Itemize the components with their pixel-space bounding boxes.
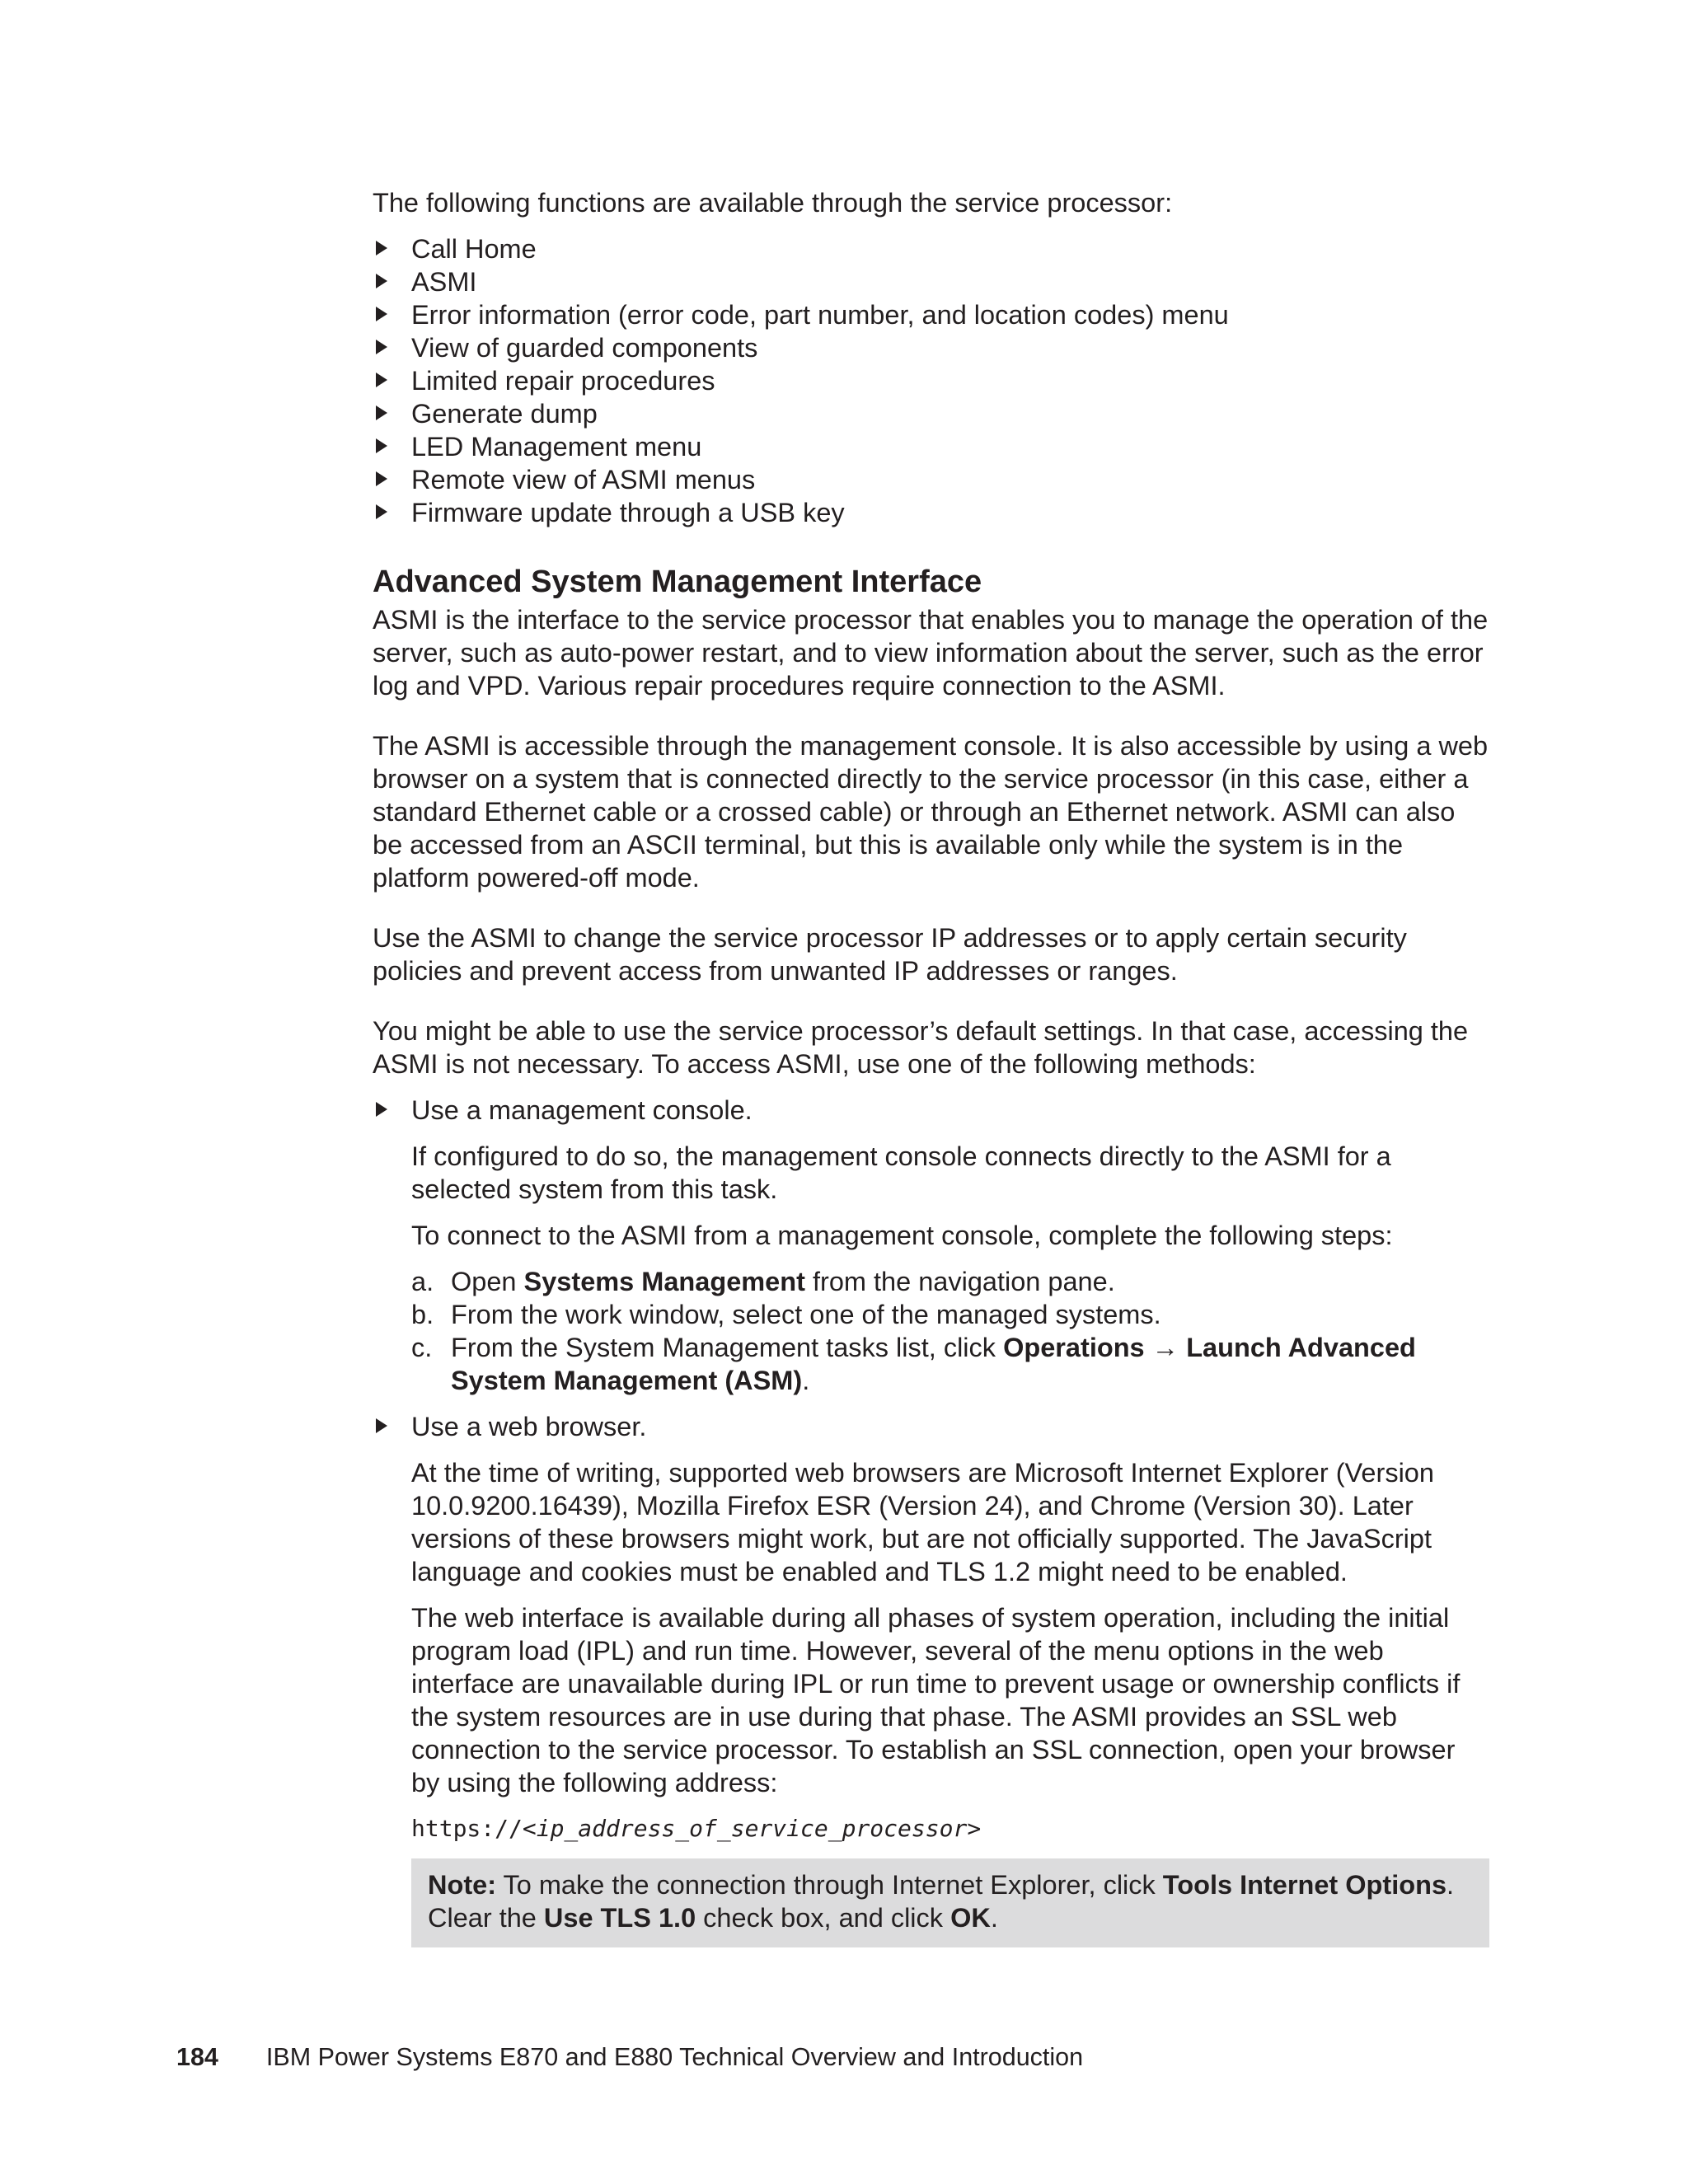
ui-term: Use TLS 1.0 [543,1903,696,1933]
method-web-browser [373,1410,1489,1947]
function-list [373,232,1489,529]
step-marker: b. [411,1300,434,1329]
step-list [411,1265,1489,1397]
bullet-triangle-icon [376,274,387,288]
step-item-b: b. From the work window, select one of the managed systems. [411,1300,1161,1329]
list-item: Generate dump [373,397,1489,430]
step-marker: c. [411,1333,433,1362]
ui-term: Systems Management [523,1267,805,1296]
bullet-triangle-icon [376,1102,387,1117]
method-paragraph: At the time of writing, supported web browsers are Microsoft Internet Explorer (Version 10.0.9200.16439), Mozilla Firefox ESR (Version 24), and Chrome (Version 30). Later versions of these browsers might work, but are not officially supported. The JavaScript language and cookies must be enabled and TLS 1.2 might need to be enabled. [411,1458,1434,1586]
list-item: Firmware update through a USB key [373,496,1489,529]
book-title: IBM Power Systems E870 and E880 Technical Overview and Introduction [265,2043,1084,2071]
method-management-console [373,1094,1489,1397]
method-title: Use a web browser. [411,1412,647,1441]
ui-term: Tools Internet Options [1162,1870,1447,1900]
intro-text: The following functions are available through the service processor: [373,188,1173,218]
asmi-url: https://<ip_address_of_service_processor> [411,1815,982,1842]
method-paragraph: The web interface is available during all phases of system operation, including the initial program load (IPL) and run time. However, several of the menu options in the web interface are unavailable during IPL or run time to prevent usage or ownership conflicts if the system resources are in use during that phase. The ASMI provides an SSL web connection to the service processor. To establish an SSL connection, open your browser by using the following address: [411,1603,1461,1797]
list-item: ASMI [373,265,1489,298]
paragraph-asmi-access: The ASMI is accessible through the management console. It is also accessible by using a web browser on a system that is connected directly to the service processor (in this case, either a standard Ethernet cable or a crossed cable) or through an Ethernet network. ASMI can also be accessed from an ASCII terminal, but this is available only while the system is in the platform powered-off mode. [373,731,1489,893]
bullet-triangle-icon [376,241,387,255]
method-paragraph: To connect to the ASMI from a management console, complete the following steps: [411,1221,1393,1250]
list-item: LED Management menu [373,430,1489,463]
list-item: View of guarded components [373,331,1489,364]
ui-term: Launch Advanced System Management (ASM) [451,1333,1416,1395]
bullet-triangle-icon [376,373,387,387]
list-item: Call Home [373,232,1489,265]
page-content [373,186,1489,1947]
ui-term: OK [950,1903,991,1933]
list-item: Remote view of ASMI menus [373,463,1489,496]
step-item-a: a. Open Systems Management from the navigation pane. [411,1267,1115,1296]
section-heading: Advanced System Management Interface [373,565,982,599]
list-item: Error information (error code, part number, and location codes) menu [373,298,1489,331]
paragraph-asmi-overview: ASMI is the interface to the service processor that enables you to manage the operation of the server, such as auto-power restart, and to view information about the server, such as the error log and VPD. Various repair procedures require connection to the ASMI. [373,605,1489,701]
ui-term: Operations [1003,1333,1145,1362]
bullet-triangle-icon [376,438,387,453]
bullet-triangle-icon [376,1418,387,1433]
bullet-triangle-icon [376,405,387,420]
page-footer [176,2041,1083,2074]
page-number: 184 [176,2043,218,2071]
step-item-c: c. From the System Management tasks list, click Operations → Launch Advanced System Management (ASM). [411,1333,1416,1395]
paragraph-asmi-ip: Use the ASMI to change the service processor IP addresses or to apply certain security policies and prevent access from unwanted IP addresses or ranges. [373,923,1407,986]
arrow-icon: → [1144,1333,1187,1362]
note-box: Note: To make the connection through Internet Explorer, click Tools Internet Options. Clear the Use TLS 1.0 check box, and click OK. [411,1858,1489,1947]
method-title: Use a management console. [411,1095,753,1125]
bullet-triangle-icon [376,471,387,486]
note-label: Note: [428,1870,497,1900]
list-item: Limited repair procedures [373,364,1489,397]
method-paragraph: If configured to do so, the management console connects directly to the ASMI for a selected system from this task. [411,1141,1391,1204]
bullet-triangle-icon [376,307,387,321]
bullet-triangle-icon [376,504,387,519]
bullet-triangle-icon [376,340,387,354]
step-marker: a. [411,1267,434,1296]
paragraph-asmi-methods: You might be able to use the service processor’s default settings. In that case, accessing the ASMI is not necessary. To access ASMI, use one of the following methods: [373,1016,1469,1079]
